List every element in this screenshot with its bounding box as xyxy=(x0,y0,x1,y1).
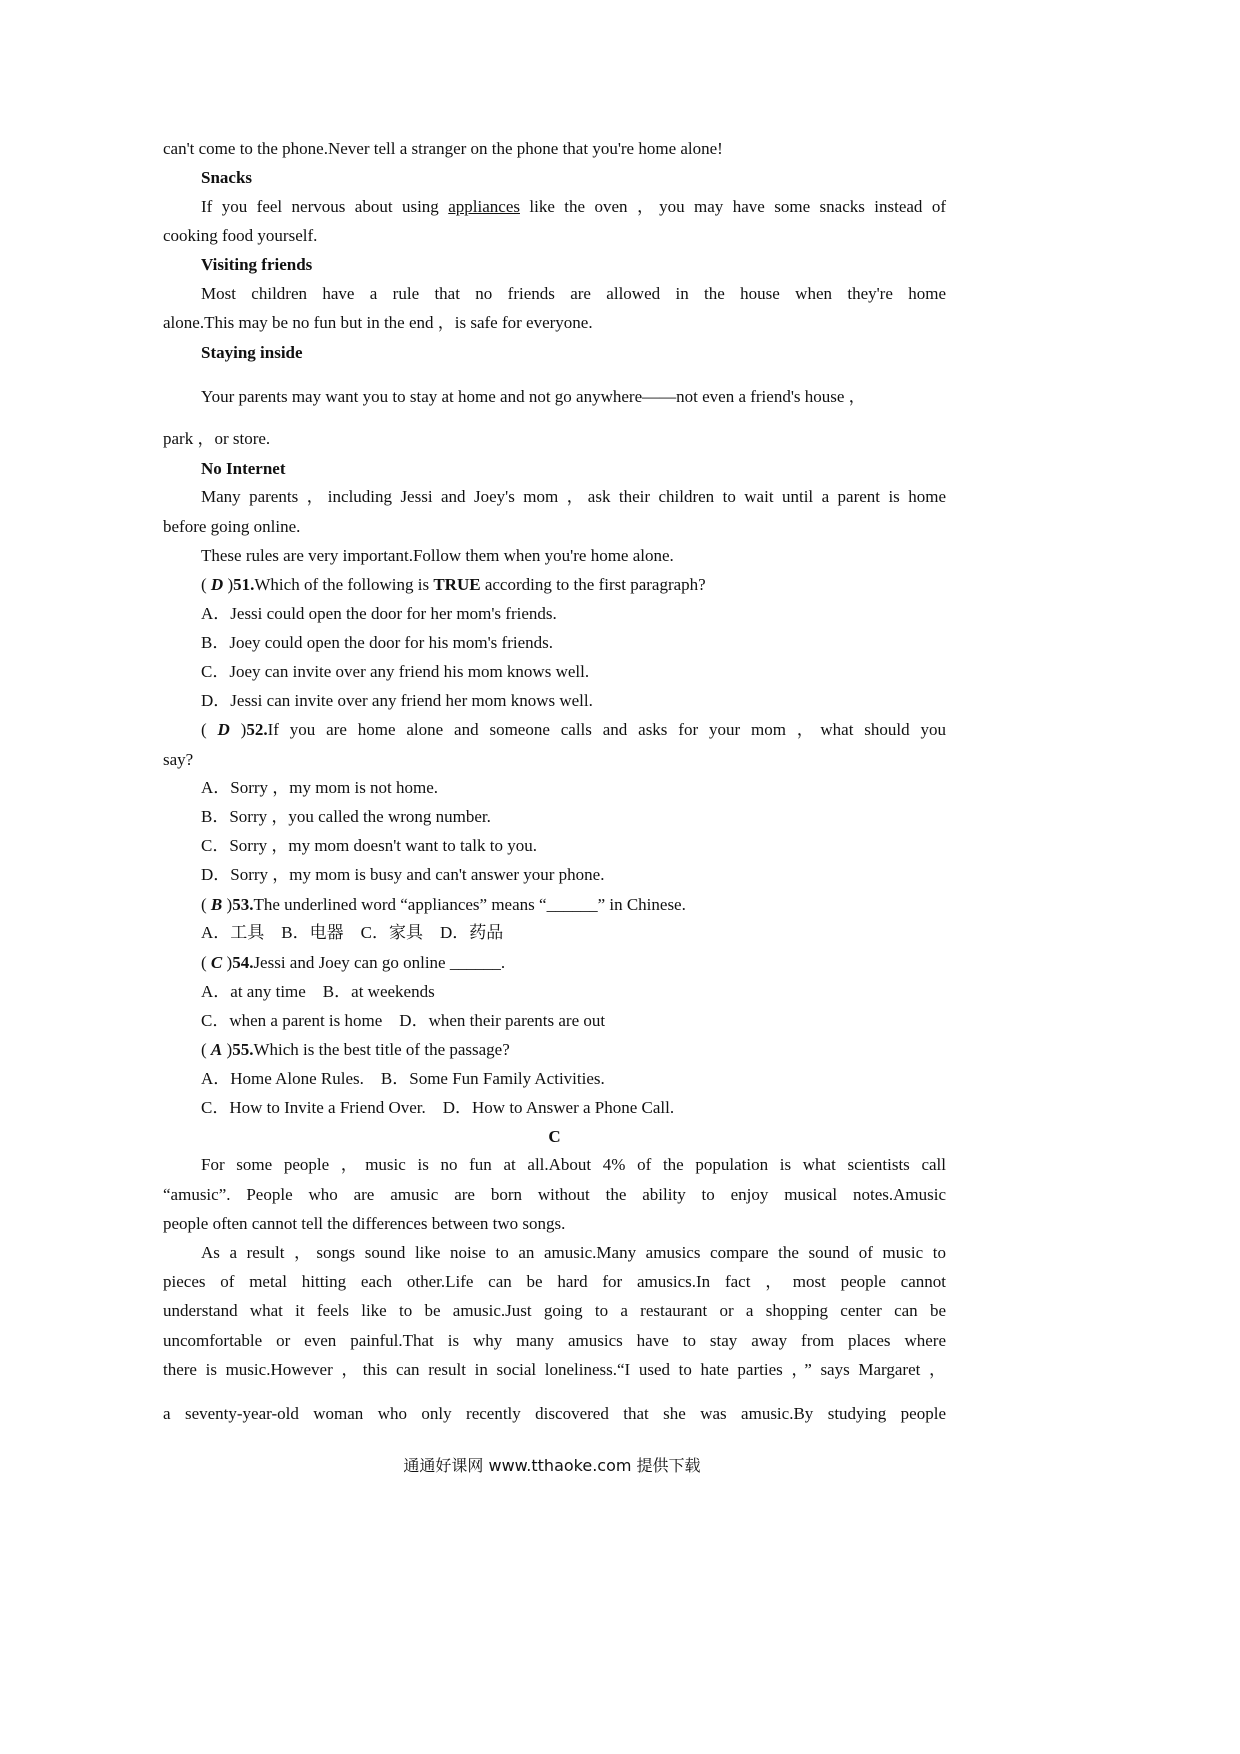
option: B．Joey could open the door for his mom's friends. xyxy=(201,633,553,652)
paragraph-line: As a result ，songs sound like noise to an amusic.Many amusics compare the sound of music to xyxy=(201,1243,946,1262)
underlined-word: appliances xyxy=(448,197,520,216)
option: B．Sorry ，you called the wrong number. xyxy=(201,807,491,826)
question-52-cont: say? xyxy=(163,750,194,769)
paragraph-line: “amusic”. People who are amusic are born without the ability to enjoy musical notes.Amusic xyxy=(163,1185,946,1204)
option-row: C．How to Invite a Friend Over. D．How to Answer a Phone Call. xyxy=(201,1098,675,1117)
option-row: A．Home Alone Rules. B．Some Fun Family Activities. xyxy=(201,1069,605,1088)
paragraph-line: can't come to the phone.Never tell a stranger on the phone that you're home alone! xyxy=(163,139,723,158)
paragraph-line: uncomfortable or even painful.That is why many amusics have to stay away from places where xyxy=(163,1331,946,1350)
section-label: C xyxy=(548,1127,561,1146)
paragraph-line: understand what it feels like to be amusic.Just going to a restaurant or a shopping center can be xyxy=(163,1301,946,1320)
paragraph-line: Most children have a rule that no friends are allowed in the house when they're home xyxy=(201,284,946,303)
paragraph-line: For some people ，music is no fun at all.About 4% of the population is what scientists call xyxy=(201,1155,946,1174)
paragraph-line: park ，or store. xyxy=(163,429,271,448)
option-row: C．when a parent is home D．when their parents are out xyxy=(201,1011,606,1030)
paragraph-line: a seventy-year-old woman who only recently discovered that she was amusic.By studying people xyxy=(163,1404,946,1423)
paragraph-line: Many parents ，including Jessi and Joey's mom ，ask their children to wait until a parent is home xyxy=(201,487,946,506)
option-row: A．工具 B．电器 C．家具 D．药品 xyxy=(201,923,504,942)
paragraph-line: If you feel nervous about using appliances like the oven ，you may have some snacks instead of xyxy=(201,197,946,216)
paragraph-line: pieces of metal hitting each other.Life can be hard for amusics.In fact ，most people cannot xyxy=(163,1272,946,1291)
answer-mark: C xyxy=(210,953,223,972)
question-55: ( A )55.Which is the best title of the passage? xyxy=(201,1040,510,1059)
question-54: ( C )54.Jessi and Joey can go online ______. xyxy=(201,953,506,972)
paragraph-line: there is music.However ，this can result in social loneliness.“I used to hate parties ，” says Margaret ， xyxy=(163,1360,946,1379)
question-53: ( B )53.The underlined word “appliances” means “______” in Chinese. xyxy=(201,895,686,914)
section-heading: No Internet xyxy=(201,459,286,478)
section-heading: Staying inside xyxy=(201,343,303,362)
option: C．Joey can invite over any friend his mom knows well. xyxy=(201,662,590,681)
section-heading: Visiting friends xyxy=(201,255,313,274)
option-row: A．at any time B．at weekends xyxy=(201,982,435,1001)
option: C．Sorry ，my mom doesn't want to talk to you. xyxy=(201,836,537,855)
paragraph-line: before going online. xyxy=(163,517,301,536)
option: A．Jessi could open the door for her mom's friends. xyxy=(201,604,557,623)
answer-mark: B xyxy=(210,895,223,914)
answer-mark: D xyxy=(210,575,224,594)
paragraph-line: people often cannot tell the differences between two songs. xyxy=(163,1214,566,1233)
paragraph-line: These rules are very important.Follow them when you're home alone. xyxy=(201,546,674,565)
option: A．Sorry ，my mom is not home. xyxy=(201,778,439,797)
page-footer: 通通好课网 www.tthaoke.com 提供下载 xyxy=(403,1456,701,1475)
question-52: ( D )52.If you are home alone and someone calls and asks for your mom ，what should you xyxy=(201,720,947,739)
section-heading: Snacks xyxy=(201,168,253,187)
paragraph-line: Your parents may want you to stay at home and not go anywhere——not even a friend's house ， xyxy=(201,387,866,406)
option: D．Jessi can invite over any friend her mom knows well. xyxy=(201,691,593,710)
option: D．Sorry ，my mom is busy and can't answer your phone. xyxy=(201,865,605,884)
paragraph-line: cooking food yourself. xyxy=(163,226,318,245)
answer-mark: D xyxy=(217,720,230,739)
answer-mark: A xyxy=(210,1040,223,1059)
question-51: ( D )51.Which of the following is TRUE according to the first paragraph? xyxy=(201,575,706,594)
paragraph-line: alone.This may be no fun but in the end ，is safe for everyone. xyxy=(163,313,593,332)
